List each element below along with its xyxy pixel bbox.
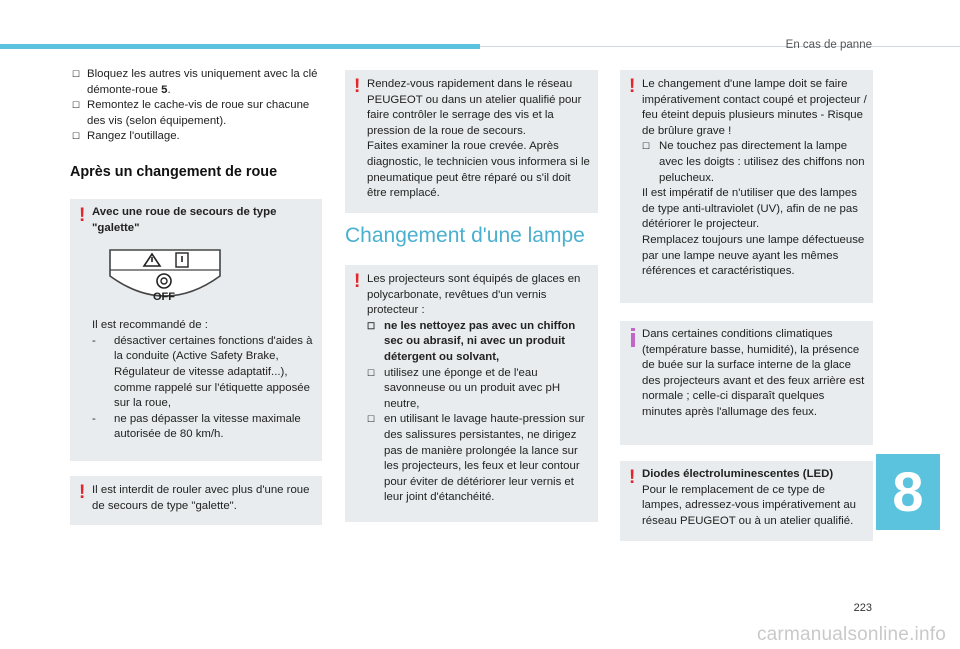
warning-box-space-saver — [70, 199, 322, 461]
exclamation-icon: ! — [629, 76, 636, 97]
exclamation-icon: ! — [354, 271, 361, 292]
exclamation-icon: ! — [79, 482, 86, 503]
checkbox-bullet-icon: ☐ — [72, 100, 81, 111]
section-title-lamp-change: Changement d'une lampe — [345, 224, 585, 247]
info-box-condensation: Dans certaines conditions climatiques (température basse, humidité), la présence de buée sur la surface interne de la glace des projecteurs avant et des feux arrière est normale ; celle-ci disparaît quelques minutes après l'allumage des feux. — [620, 321, 873, 445]
svg-text:OFF: OFF — [153, 291, 175, 304]
warning-box-one-spare: ! Il est interdit de rouler avec plus d'une roue de secours de type "galette". — [70, 476, 322, 525]
exclamation-icon: ! — [629, 467, 636, 488]
header-rule — [480, 46, 960, 47]
warning-box-headlamp-glass: ! Les projecteurs sont équipés de glaces en polycarbonate, revêtues d'un vernis protecteur : ☐ ne les nettoyez pas avec un chiffon sec ou abrasif, ni avec un produit détergent ou solvant, ☐ utilisez une éponge et de l'eau savonneuse ou un produit avec pH neutre, ☐ en utilisant le lavage haute-pression sur des salissures persistantes, ne dirigez pas de manière prolongée la lance sur les projecteurs, les feux et leur contour pour éviter de détériorer leur vernis et leur joint d'étanchéité. — [345, 265, 598, 522]
header-accent-bar — [0, 44, 480, 49]
exclamation-icon: ! — [354, 76, 361, 97]
warning-box-lamp-change: ! Le changement d'une lampe doit se faire impérativement contact coupé et projecteur / feu éteint depuis plusieurs minutes - Risque de brûlure grave ! ☐ Ne touchez pas directement la lampe avec les doigts : utilisez des chiffons non pelucheux. Il est impératif de n'utiliser que des lampes de type anti-ultraviolet (UV), afin de ne pas détériorer le projecteur. Remplacez toujours une lampe défectueuse par une lampe neuve ayant les mêmes références et caractéristiques. — [620, 70, 873, 303]
warning-list-item: ☐ Ne touchez pas directement la lampe avec les doigts : utilisez des chiffons non pelucheux. — [642, 140, 865, 184]
step-item: ☐ Rangez l'outillage. — [72, 129, 324, 145]
warning-box-led: ! Diodes électroluminescentes (LED) Pour le remplacement de ce type de lampes, adressez-vous impérativement au réseau PEUGEOT ou à un atelier qualifié. — [620, 461, 873, 541]
warning-list-item: - ne pas dépasser la vitesse maximale autorisée de 80 km/h. — [92, 412, 301, 441]
watermark: carmanualsonline.info — [756, 624, 946, 646]
driving-aids-label-icon — [106, 246, 224, 310]
info-icon — [630, 328, 634, 346]
checkbox-bullet-icon: ☐ — [72, 131, 81, 142]
chapter-title: En cas de panne — [785, 39, 872, 51]
checkbox-bullet-icon: ☐ — [367, 320, 376, 331]
warning-list-item: ☐ en utilisant le lavage haute-pression sur des salissures persistantes, ne dirigez pas de manière prolongée la lance sur les projecteurs, les feux et leur contour pour éviter de détériorer leur vernis et leur joint d'étanchéité. — [367, 413, 585, 504]
warning-heading: Avec une roue de secours de type "galette" — [92, 206, 277, 234]
warning-list-item: - désactiver certaines fonctions d'aides à la conduite (Active Safety Brake, Régulateur de vitesse adaptatif...), comme rappelé sur l'étiquette apposée sur la roue, — [92, 334, 313, 410]
page-number: 223 — [853, 602, 872, 614]
step-item: ☐ Remontez le cache-vis de roue sur chacune des vis (selon équipement). — [72, 99, 310, 127]
exclamation-icon: ! — [79, 205, 86, 226]
checkbox-bullet-icon: ☐ — [367, 367, 376, 378]
checkbox-bullet-icon: ☐ — [642, 141, 651, 152]
chapter-tab: 8 — [876, 454, 940, 530]
steps-list — [72, 67, 324, 145]
section-title-after-wheel-change: Après un changement de roue — [70, 164, 278, 180]
warning-box-network: ! Rendez-vous rapidement dans le réseau PEUGEOT ou dans un atelier qualifié pour faire contrôler le serrage des vis et la pression de la roue de secours. Faites examiner la roue crevée. Après diagnostic, le technicien vous informera si le pneumatique peut être réparé ou s'il doit être remplacé. — [345, 70, 598, 213]
step-item: ☐ Bloquez les autres vis uniquement avec la clé démonte-roue 5. — [72, 68, 318, 96]
warning-list-item: ☐ ne les nettoyez pas avec un chiffon sec ou abrasif, ni avec un produit détergent ou solvant, — [367, 319, 576, 363]
warning-list-item: ☐ utilisez une éponge et de l'eau savonneuse ou un produit avec pH neutre, — [367, 366, 561, 410]
warning-intro: Il est recommandé de : — [92, 319, 208, 332]
checkbox-bullet-icon: ☐ — [367, 414, 376, 425]
checkbox-bullet-icon: ☐ — [72, 69, 81, 79]
